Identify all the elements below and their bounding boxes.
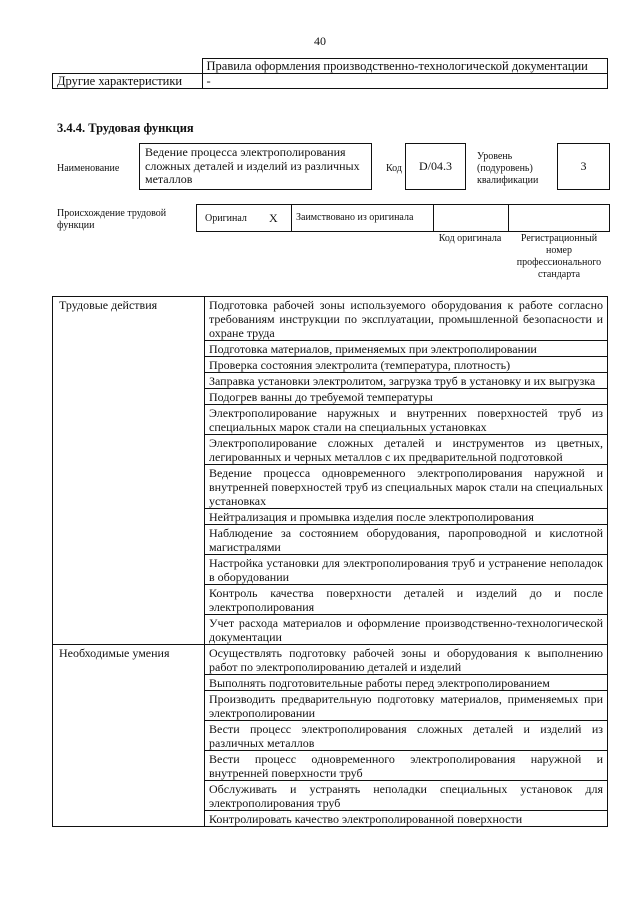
original-label: Оригинал [205, 213, 247, 224]
level-box [557, 143, 610, 190]
original-mark: X [269, 211, 278, 225]
divider [291, 205, 292, 231]
skills-item: Производить предварительную подготовку материалов, применяемых при электрополировании [205, 691, 608, 721]
level-value: 3 [580, 159, 587, 173]
skills-item: Осуществлять подготовку рабочей зоны и оборудования к выполнению работ по электрополированию деталей и изделий [205, 645, 608, 675]
section-title: 3.4.4. Трудовая функция [57, 121, 194, 135]
reg-caption: Регистрационный номер профессионального стандарта [516, 233, 602, 280]
table-row [53, 645, 608, 675]
labor-actions-item: Подогрев ванны до требуемой температуры [205, 389, 608, 405]
code-label: Код [386, 163, 402, 174]
table-row [53, 297, 608, 341]
code-value: D/04.3 [419, 159, 452, 173]
labor-actions-label: Трудовые действия [53, 297, 205, 645]
origin-label: Происхождение трудовой функции [57, 208, 167, 231]
skills-item: Обслуживать и устранять неполадки специальных установок для электрополирования труб [205, 781, 608, 811]
labor-actions-item: Учет расхода материалов и оформление производственно-технологической документации [205, 615, 608, 645]
labor-actions-item: Нейтрализация и промывка изделия после электрополирования [205, 509, 608, 525]
function-content-table [52, 296, 608, 827]
labor-actions-item: Подготовка материалов, применяемых при электрополировании [205, 341, 608, 357]
page-number: 40 [314, 34, 326, 48]
labor-actions-item: Контроль качества поверхности деталей и изделий до и после электрополирования [205, 585, 608, 615]
skills-label: Необходимые умения [53, 645, 205, 827]
labor-actions-item: Проверка состояния электролита (температура, плотность) [205, 357, 608, 373]
labor-actions-item: Ведение процесса одновременного электрополирования наружной и внутренней поверхностей труб из специальных марок стали на специальных установках [205, 465, 608, 509]
level-label: Уровень (подуровень) квалификации [477, 151, 539, 186]
skills-item: Выполнять подготовительные работы перед электрополированием [205, 675, 608, 691]
characteristics-table [52, 58, 608, 89]
code-caption: Код оригинала [438, 233, 502, 244]
skills-item: Контролировать качество электрополированной поверхности [205, 811, 608, 827]
name-value: Ведение процесса электрополирования сложных деталей и изделий из различных металлов [145, 145, 360, 186]
divider [433, 205, 434, 231]
other-characteristics-label: Другие характеристики [53, 74, 203, 89]
divider [508, 205, 509, 231]
labor-actions-item: Наблюдение за состоянием оборудования, паропроводной и кислотной магистралями [205, 525, 608, 555]
code-box [405, 143, 466, 190]
borrowed-label: Заимствовано из оригинала [296, 212, 414, 223]
labor-actions-item: Подготовка рабочей зоны используемого оборудования к работе согласно требованиям инструкции по эксплуатации, промышленной безопасности и охране труда [205, 297, 608, 341]
name-label: Наименование [57, 163, 120, 174]
documentation-rules-cell: Правила оформления производственно-технологической документации [202, 59, 608, 74]
skills-item: Вести процесс электрополирования сложных деталей и изделий из различных металлов [205, 721, 608, 751]
name-box [139, 143, 372, 190]
labor-actions-item: Заправка установки электролитом, загрузка труб в установку и их выгрузка [205, 373, 608, 389]
other-characteristics-value: - [202, 74, 608, 89]
labor-actions-item: Электрополирование сложных деталей и инструментов из цветных, легированных и черных металлов с их предварительной подготовкой [205, 435, 608, 465]
labor-actions-item: Настройка установки для электрополирования труб и устранение неполадок в оборудовании [205, 555, 608, 585]
labor-actions-item: Электрополирование наружных и внутренних поверхностей труб из специальных марок стали на специальных установках [205, 405, 608, 435]
skills-item: Вести процесс одновременного электрополирования наружной и внутренней поверхности труб [205, 751, 608, 781]
origin-table [196, 204, 610, 232]
